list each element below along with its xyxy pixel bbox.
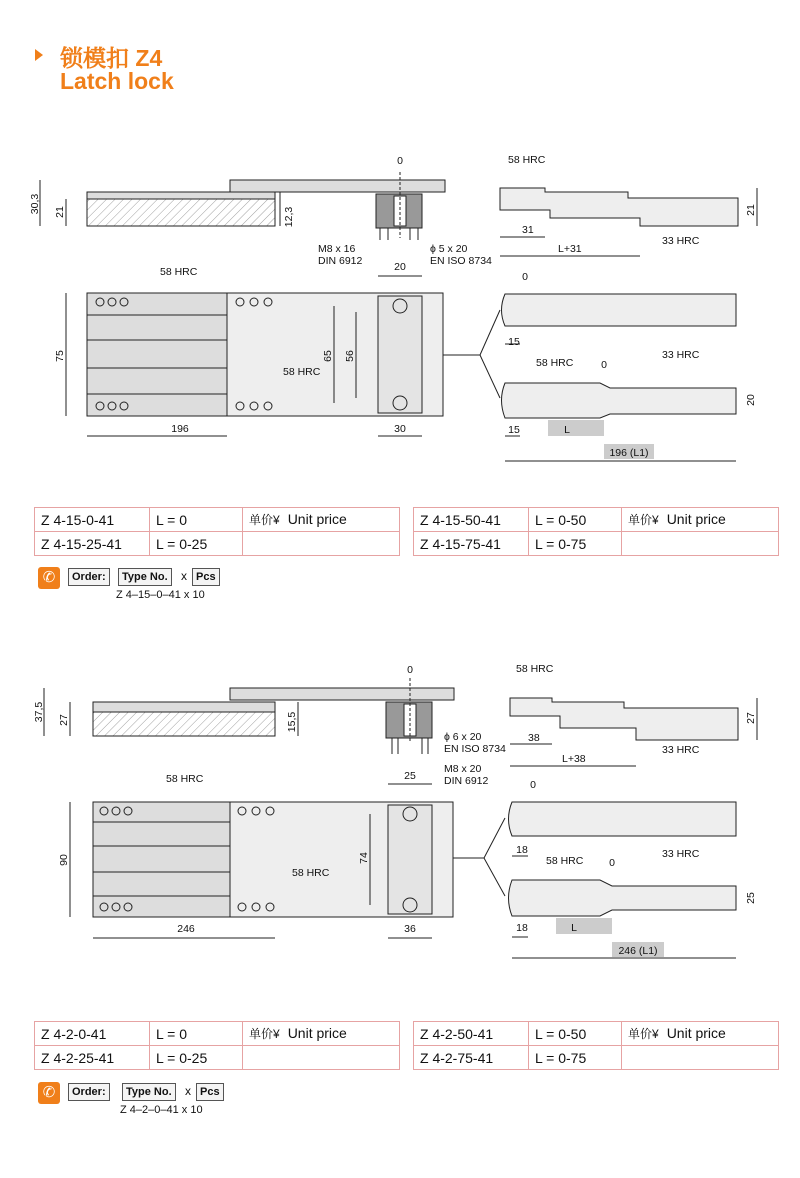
d2-dim-27: 27 — [58, 714, 70, 726]
d1-dim-30: 30 — [394, 423, 406, 435]
d2-side-27: 27 — [745, 712, 757, 724]
unit-price-cn: 单价¥ — [249, 513, 280, 527]
d2-v-246: 246 (L1) — [618, 945, 658, 957]
table-row — [35, 532, 400, 556]
type-code: Z 4-2-75-41 — [414, 1046, 529, 1070]
d1-v-L: L — [564, 424, 570, 436]
d2-v-25: 25 — [745, 892, 757, 904]
d2-dim-25: 25 — [404, 770, 416, 782]
unit-price-cell — [622, 532, 779, 556]
pcs-label: Pcs — [196, 1083, 224, 1101]
unit-price-cell — [622, 1046, 779, 1070]
drawing1-plan-view — [66, 276, 500, 436]
d2-side-hrc33: 33 HRC — [662, 744, 700, 756]
d2-L-box — [556, 918, 612, 934]
d2-m8: M8 x 20 — [444, 763, 482, 775]
d2-v-hrc58: 58 HRC — [546, 855, 584, 867]
length: L = 0-25 — [150, 532, 243, 556]
d2-hrc58-mid: 58 HRC — [292, 867, 330, 879]
price-table-2-left — [34, 1021, 400, 1070]
d1-side-21: 21 — [745, 204, 757, 216]
drawing2-side-view — [510, 698, 757, 766]
type-code: Z 4-15-50-41 — [414, 508, 529, 532]
d1-L-box — [548, 420, 604, 436]
d2-side-hrc58: 58 HRC — [516, 663, 554, 675]
unit-price-en: Unit price — [666, 1025, 726, 1041]
table-row — [414, 508, 779, 532]
d1-hrc58-top: 58 HRC — [160, 266, 198, 278]
length: L = 0 — [150, 508, 243, 532]
d1-phi: ϕ 5 x 20 — [430, 243, 468, 255]
d2-v-18a: 18 — [516, 844, 528, 856]
d1-side-l31: L+31 — [558, 243, 582, 255]
drawing1-top-view — [40, 172, 445, 240]
order-label: Order: — [68, 1083, 110, 1101]
unit-price-header — [243, 1022, 400, 1046]
d1-dim-30-3: 30,3 — [29, 193, 41, 215]
unit-price-cn: 单价¥ — [249, 1027, 280, 1041]
d1-zero: 0 — [397, 155, 403, 167]
drawing1-side-view — [500, 188, 757, 256]
d2-dim-246: 246 — [177, 923, 195, 935]
unit-price-en: Unit price — [287, 1025, 347, 1041]
d2-hrc58-top: 58 HRC — [166, 773, 204, 785]
length: L = 0-50 — [529, 1022, 622, 1046]
type-code: Z 4-2-25-41 — [35, 1046, 150, 1070]
table-row — [35, 1022, 400, 1046]
unit-price-cn: 单价¥ — [628, 513, 659, 527]
table-row — [414, 1046, 779, 1070]
table-row — [414, 1022, 779, 1046]
d1-dim-20: 20 — [394, 261, 406, 273]
d2-v-zero2: 0 — [609, 857, 615, 869]
d1-v-zero1: 0 — [522, 271, 528, 283]
order-label: Order: — [68, 568, 110, 586]
phone-icon: ✆ — [38, 567, 60, 589]
d2-zero: 0 — [407, 664, 413, 676]
d2-din: DIN 6912 — [444, 775, 489, 787]
unit-price-header — [622, 1022, 779, 1046]
d1-v-hrc58: 58 HRC — [536, 357, 574, 369]
phone-icon: ✆ — [38, 1082, 60, 1104]
d2-v-zero1: 0 — [530, 779, 536, 791]
d2-side-38: 38 — [528, 732, 540, 744]
drawing2-plan-view — [70, 784, 505, 938]
d2-phi: ϕ 6 x 20 — [444, 731, 482, 743]
d1-v-196: 196 (L1) — [609, 447, 649, 459]
d1-v-15a: 15 — [508, 336, 520, 348]
d1-dim-12-3: 12,3 — [283, 206, 295, 228]
order-example: Z 4–15–0–41 x 10 — [116, 589, 205, 601]
table-row — [414, 532, 779, 556]
d2-side-l38: L+38 — [562, 753, 586, 765]
title-en: Latch lock — [60, 68, 174, 94]
d1-side-hrc33: 33 HRC — [662, 235, 700, 247]
length: L = 0-75 — [529, 1046, 622, 1070]
type-code: Z 4-2-50-41 — [414, 1022, 529, 1046]
type-code: Z 4-15-0-41 — [35, 508, 150, 532]
times-sign: x — [181, 569, 187, 583]
d1-v-15b: 15 — [508, 424, 520, 436]
d1-din: DIN 6912 — [318, 255, 363, 267]
unit-price-en: Unit price — [287, 511, 347, 527]
order-example: Z 4–2–0–41 x 10 — [120, 1104, 203, 1116]
d1-m8: M8 x 16 — [318, 243, 356, 255]
drawing2-top-view — [44, 678, 454, 754]
type-no-label: Type No. — [118, 568, 172, 586]
table-row — [35, 1046, 400, 1070]
table-row — [35, 508, 400, 532]
type-code: Z 4-15-25-41 — [35, 532, 150, 556]
d2-dim-36: 36 — [404, 923, 416, 935]
d1-iso: EN ISO 8734 — [430, 255, 492, 267]
d1-side-hrc58: 58 HRC — [508, 154, 546, 166]
d2-dim-90: 90 — [58, 854, 70, 866]
unit-price-cell — [243, 532, 400, 556]
d2-v-hrc33: 33 HRC — [662, 848, 700, 860]
type-code: Z 4-15-75-41 — [414, 532, 529, 556]
unit-price-cell — [243, 1046, 400, 1070]
price-table-2-right — [413, 1021, 779, 1070]
d1-dim-196: 196 — [171, 423, 189, 435]
d2-v-18b: 18 — [516, 922, 528, 934]
type-no-label: Type No. — [122, 1083, 176, 1101]
d2-dim-37-5: 37,5 — [33, 701, 45, 723]
title-cn: 锁模扣 Z4 — [60, 45, 163, 71]
d1-v-hrc33: 33 HRC — [662, 349, 700, 361]
d1-v-zero2: 0 — [601, 359, 607, 371]
unit-price-header — [622, 508, 779, 532]
d2-iso: EN ISO 8734 — [444, 743, 506, 755]
unit-price-header — [243, 508, 400, 532]
pcs-label: Pcs — [192, 568, 220, 586]
drawing2-variants — [509, 802, 737, 958]
d1-hrc58-mid: 58 HRC — [283, 366, 321, 378]
length: L = 0-50 — [529, 508, 622, 532]
length: L = 0-25 — [150, 1046, 243, 1070]
d2-dim-15-5: 15,5 — [286, 711, 298, 733]
d1-dim-75: 75 — [54, 350, 66, 362]
d1-dim-21: 21 — [54, 206, 66, 218]
type-code: Z 4-2-0-41 — [35, 1022, 150, 1046]
d1-side-31: 31 — [522, 224, 534, 236]
order-info-2 — [38, 1082, 258, 1122]
d2-v-L: L — [571, 922, 577, 934]
order-info-1 — [38, 567, 258, 607]
d1-dim-56: 56 — [344, 350, 356, 362]
drawing1-variants — [502, 294, 737, 461]
times-sign: x — [185, 1084, 191, 1098]
price-table-1-left — [34, 507, 400, 556]
d1-v-20: 20 — [745, 394, 757, 406]
d1-dim-65: 65 — [322, 350, 334, 362]
unit-price-en: Unit price — [666, 511, 726, 527]
length: L = 0-75 — [529, 532, 622, 556]
length: L = 0 — [150, 1022, 243, 1046]
d2-dim-74: 74 — [358, 852, 370, 864]
unit-price-cn: 单价¥ — [628, 1027, 659, 1041]
price-table-1-right — [413, 507, 779, 556]
